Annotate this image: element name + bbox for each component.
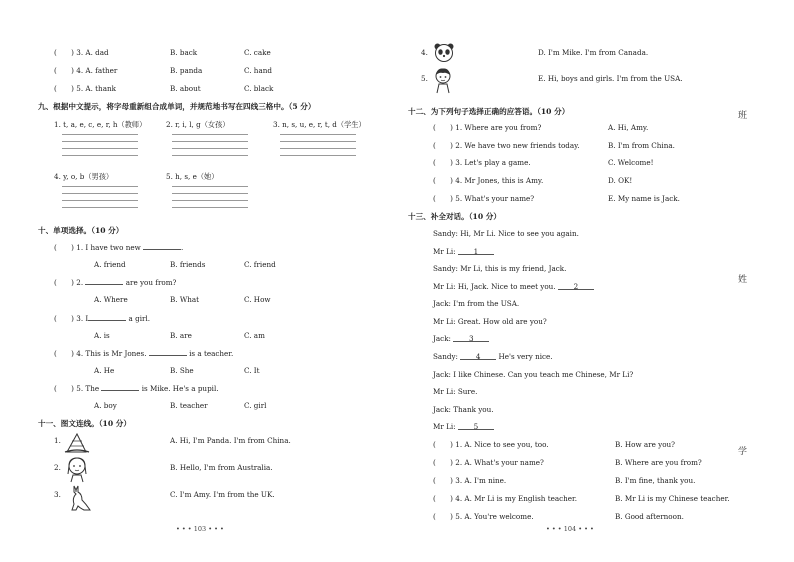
sec12-a5: E. My name is Jack.	[608, 194, 680, 203]
hat-icon	[64, 430, 90, 456]
sec10-q1-a: A. friend	[94, 260, 126, 269]
panda-icon	[433, 42, 455, 64]
choice-q4-c: C. hand	[244, 66, 272, 75]
dialogue-line-3: Sandy: Mr Li, this is my friend, Jack.	[433, 264, 567, 273]
boy-icon	[433, 67, 453, 93]
dialogue-line-11: Jack: Thank you.	[433, 405, 494, 414]
match-num-1: 1.	[54, 436, 61, 445]
match-opt-b: B. Hello, I'm from Australia.	[170, 463, 273, 472]
sec10-q4: ( ) 4. This is Mr Jones. is a teacher.	[54, 349, 234, 358]
dialogue-choice-1-a: ( ) 1. A. Nice to see you, too.	[433, 440, 549, 449]
sec10-q1: ( ) 1. I have two new .	[54, 243, 184, 252]
dialogue-blank-1[interactable]: 1	[458, 247, 494, 255]
sec10-q2-b: B. What	[170, 295, 200, 304]
dialogue-line-6: Mr Li: Great. How old are you?	[433, 317, 547, 326]
dialogue-choice-3-b: B. I'm fine, thank you.	[615, 476, 696, 485]
sec12-q1: ( ) 1. Where are you from?	[433, 123, 542, 132]
answer-blank[interactable]	[88, 313, 126, 321]
sec12-title: 十二、为下列句子选择正确的应答语。（10 分）	[408, 107, 570, 116]
sec10-q2-a: A. Where	[94, 295, 128, 304]
match-num-3: 3.	[54, 490, 61, 499]
match-num-5: 5.	[421, 74, 428, 83]
kangaroo-icon	[68, 484, 92, 512]
choice-q3-c: C. cake	[244, 48, 271, 57]
answer-blank[interactable]	[149, 348, 187, 356]
sec10-q3-b: B. are	[170, 331, 192, 340]
sec12-q3: ( ) 3. Let's play a game.	[433, 158, 531, 167]
sec10-title: 十、单项选择。（10 分）	[38, 226, 124, 235]
dialogue-line-9: Jack: I like Chinese. Can you teach me Chinese, Mr Li?	[433, 370, 634, 379]
dialogue-blank-3[interactable]: 3	[453, 334, 489, 342]
sec12-q4: ( ) 4. Mr Jones, this is Amy.	[433, 176, 544, 185]
choice-q4-b: B. panda	[170, 66, 203, 75]
sec12-a3: C. Welcome!	[608, 158, 654, 167]
dialogue-choice-2-a: ( ) 2. A. What's your name?	[433, 458, 544, 467]
dialogue-blank-4[interactable]: 4	[460, 352, 496, 360]
sec10-q4-c: C. It	[244, 366, 260, 375]
sec11-title: 十一、图文连线。（10 分）	[38, 419, 131, 428]
sec13-title: 十三、补全对话。（10 分）	[408, 212, 501, 221]
sec10-q1-b: B. friends	[170, 260, 206, 269]
sec10-q2: ( ) 2. are you from?	[54, 278, 177, 287]
sec9-item1: 1. t, a, e, c, e, r, h（教师）	[54, 120, 147, 129]
match-opt-a: A. Hi, I'm Panda. I'm from China.	[170, 436, 291, 445]
choice-q3: ( ) 3. A. dad	[54, 48, 109, 57]
sec12-a1: A. Hi, Amy.	[608, 123, 649, 132]
sec9-item2: 2. r, i, l, g（女孩）	[166, 120, 230, 129]
choice-q5-b: B. about	[170, 84, 201, 93]
sec9-title: 九、根据中文提示，将字母重新组合成单词，并规范地书写在四线三格中。（5 分）	[38, 102, 316, 111]
match-opt-d: D. I'm Mike. I'm from Canada.	[538, 48, 649, 57]
page-number-left: • • • 103 • • •	[176, 525, 224, 533]
binding-label-name: 姓	[738, 275, 748, 285]
dialogue-choice-5-b: B. Good afternoon.	[615, 512, 684, 521]
sec10-q5: ( ) 5. The is Mike. He's a pupil.	[54, 384, 219, 393]
sec10-q5-c: C. girl	[244, 401, 267, 410]
page-number-right: • • • 104 • • •	[546, 525, 594, 533]
sec9-item3: 3. n, s, u, e, r, t, d（学生）	[273, 120, 366, 129]
dialogue-line-1: Sandy: Hi, Mr Li. Nice to see you again.	[433, 229, 579, 238]
binding-label-school: 学	[738, 447, 748, 457]
dialogue-line-12: Mr Li: 5	[433, 422, 494, 431]
sec10-q1-c: C. friend	[244, 260, 276, 269]
dialogue-choice-4-a: ( ) 4. A. Mr Li is my English teacher.	[433, 494, 577, 503]
dialogue-line-10: Mr Li: Sure.	[433, 387, 478, 396]
dialogue-choice-1-b: B. How are you?	[615, 440, 676, 449]
sec12-a4: D. OK!	[608, 176, 633, 185]
choice-q4: ( ) 4. A. father	[54, 66, 118, 75]
sec9-item5: 5. h, s, e（她）	[166, 172, 219, 181]
sec12-q5: ( ) 5. What's your name?	[433, 194, 535, 203]
match-opt-e: E. Hi, boys and girls. I'm from the USA.	[538, 74, 683, 83]
dialogue-choice-3-a: ( ) 3. A. I'm nine.	[433, 476, 507, 485]
dialogue-line-2: Mr Li: 1	[433, 247, 494, 256]
dialogue-choice-5-a: ( ) 5. A. You're welcome.	[433, 512, 534, 521]
sec12-q2: ( ) 2. We have two new friends today.	[433, 141, 580, 150]
match-num-4: 4.	[421, 48, 428, 57]
match-num-2: 2.	[54, 463, 61, 472]
sec10-q4-a: A. He	[94, 366, 115, 375]
answer-blank[interactable]	[143, 242, 181, 250]
choice-q5: ( ) 5. A. thank	[54, 84, 116, 93]
dialogue-line-5: Jack: I'm from the USA.	[433, 299, 520, 308]
sec10-q3-a: A. is	[94, 331, 110, 340]
choice-q5-c: C. black	[244, 84, 274, 93]
dialogue-line-4: Mr Li: Hi, Jack. Nice to meet you. 2	[433, 282, 594, 291]
match-opt-c: C. I'm Amy. I'm from the UK.	[170, 490, 275, 499]
sec12-a2: B. I'm from China.	[608, 141, 675, 150]
answer-blank[interactable]	[85, 277, 123, 285]
sec10-q5-a: A. boy	[94, 401, 117, 410]
sec10-q4-b: B. She	[170, 366, 194, 375]
dialogue-line-8: Sandy: 4 He's very nice.	[433, 352, 553, 361]
binding-label-class: 班	[738, 111, 748, 121]
choice-q3-b: B. back	[170, 48, 198, 57]
sec10-q3-c: C. am	[244, 331, 265, 340]
answer-blank[interactable]	[101, 383, 139, 391]
dialogue-choice-4-b: B. Mr Li is my Chinese teacher.	[615, 494, 730, 503]
dialogue-choice-2-b: B. Where are you from?	[615, 458, 702, 467]
girl-icon	[66, 456, 88, 482]
dialogue-blank-2[interactable]: 2	[558, 282, 594, 290]
sec9-item4: 4. y, o, b（男孩）	[54, 172, 114, 181]
sec10-q5-b: B. teacher	[170, 401, 208, 410]
sec10-q2-c: C. How	[244, 295, 271, 304]
dialogue-blank-5[interactable]: 5	[458, 422, 494, 430]
dialogue-line-7: Jack: 3	[433, 334, 489, 343]
sec10-q3: ( ) 3. I a girl.	[54, 314, 151, 323]
